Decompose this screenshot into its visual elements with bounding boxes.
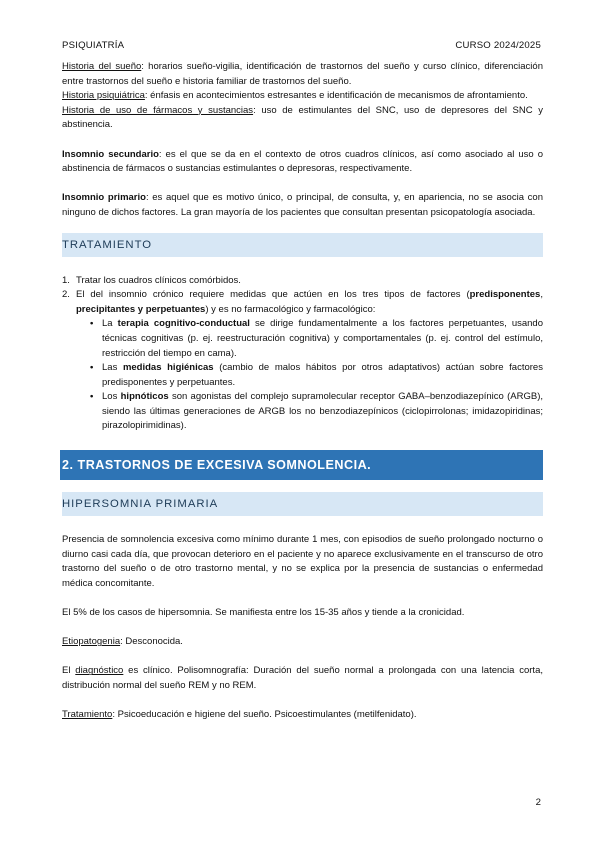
history-paragraph [62,60,543,133]
hypersomnia-definition: Presencia de somnolencia excesiva como mínimo durante 1 mes, con episodios de sueño prolongado nocturno o diurno casi cada día, que provocan deterioro en el paciente y no aparece exclusivamente en el transcurso de otro trastorno del sueño o de otro trastorno mental, y no se explica por la presencia de sustancias o enfermedad médica concomitante. [62,534,543,589]
page-content [62,60,543,723]
major-section-heading: 2. TRASTORNOS DE EXCESIVA SOMNOLENCIA. [60,450,543,480]
page-number: 2 [535,797,541,808]
diagnosis-paragraph: El diagnóstico es clínico. Polisomnografía: Duración del sueño normal a prolongada con una latencia corta, distribución normal del sueño REM y no REM. [62,665,543,691]
primary-insomnia-label: Insomnio primario [62,192,146,204]
header-subject: PSIQUIATRÍA [62,40,125,51]
list-item: • Las medidas higiénicas (cambio de malos hábitos por otros adaptativos) actúan sobre factores predisponentes y perpetuantes. [90,362,543,388]
hypersomnia-epidemiology: El 5% de los casos de hipersomnia. Se manifiesta entre los 15-35 años y tiende a la cronicidad. [62,607,465,619]
drug-history-text: : uso de estimulantes del SNC, uso de depresores del SNC y abstinencia. [62,104,543,131]
list-item: 2. El del insomnio crónico requiere medidas que actúen en los tres tipos de factores (predisponentes, precipitantes y perpetuantes) y es no farmacológico y farmacológico: • La terapia cognitivo-conductual se dirige fundamentalmente a los factores perpetuantes, usando técnicas cognitivas (p. ej. reestructuración cognitiva) y comportamentales (p. ej. control del estímulo, restricción del tiempo en cama). • Las medidas higiénicas (cambio de malos hábitos por otros adaptativos) actúan sobre factores predisponentes y perpetuantes. • Los hipnóticos son agonistas del complejo supramolecular receptor GABA–benzodiazepínico (ARGB), siendo las últimas generaciones de ARGB los no benzodiazepínicos (ciclopirrolonas; imidazopiridinas; pirazolopirimidinas). [62,288,543,434]
bullet-icon: • [90,362,94,374]
bullet-icon: • [90,391,94,403]
treatment-sublist [76,317,543,434]
psychiatric-history-label: Historia psiquiátrica [62,90,145,102]
treatment-list [62,274,543,435]
list-item: • La terapia cognitivo-conductual se dirige fundamentalmente a los factores perpetuantes, usando técnicas cognitivas (p. ej. reestructuración cognitiva) y comportamentales (p. ej. control del estímulo, restricción del tiempo en cama). [90,318,544,359]
treatment-paragraph: Tratamiento: Psicoeducación e higiene del sueño. Psicoestimulantes (metilfenidato). [62,709,417,721]
bullet-icon: • [90,318,94,330]
section-heading-tratamiento: TRATAMIENTO [62,233,543,257]
secondary-insomnia-text: : es el que se da en el contexto de otros cuadros clínicos, así como asociado al uso o abstinencia de fármacos o sustancias estimulantes o depresoras, respectivamente. [62,148,543,175]
primary-insomnia-text: : es aquel que es motivo único, o principal, de consulta, y, en apariencia, no se asocia con ninguno de dichos factores. La gran mayoría de los pacientes que consultan presentan psicopatología asociada. [62,192,543,218]
etiopathogenesis-paragraph: Etiopatogenia: Desconocida. [62,636,183,648]
secondary-insomnia-paragraph [62,148,543,177]
primary-insomnia-paragraph [62,191,543,220]
section-heading-hipersomnia: HIPERSOMNIA PRIMARIA [62,492,543,516]
list-item: • Los hipnóticos son agonistas del complejo supramolecular receptor GABA–benzodiazepínico (ARGB), siendo las últimas generaciones de ARGB los no benzodiazepínicos (ciclopirrolonas; imidazopiridinas; pirazolopirimidinas). [90,391,544,432]
header-course: CURSO 2024/2025 [455,40,541,51]
sleep-history-text: : horarios sueño-vigilia, identificación de trastornos del sueño y curso clínico, diferenciación entre trastornos del sueño e historia familiar de trastornos del sueño. [62,61,543,87]
psychiatric-history-text: : énfasis en acontecimientos estresantes e identificación de mecanismos de afrontamiento. [144,90,528,102]
drug-history-label: Historia de uso de fármacos y sustancias [62,104,254,116]
secondary-insomnia-label: Insomnio secundario [62,148,159,160]
list-item: 1. Tratar los cuadros clínicos comórbidos. [62,274,241,286]
sleep-history-label: Historia del sueño [62,61,142,72]
